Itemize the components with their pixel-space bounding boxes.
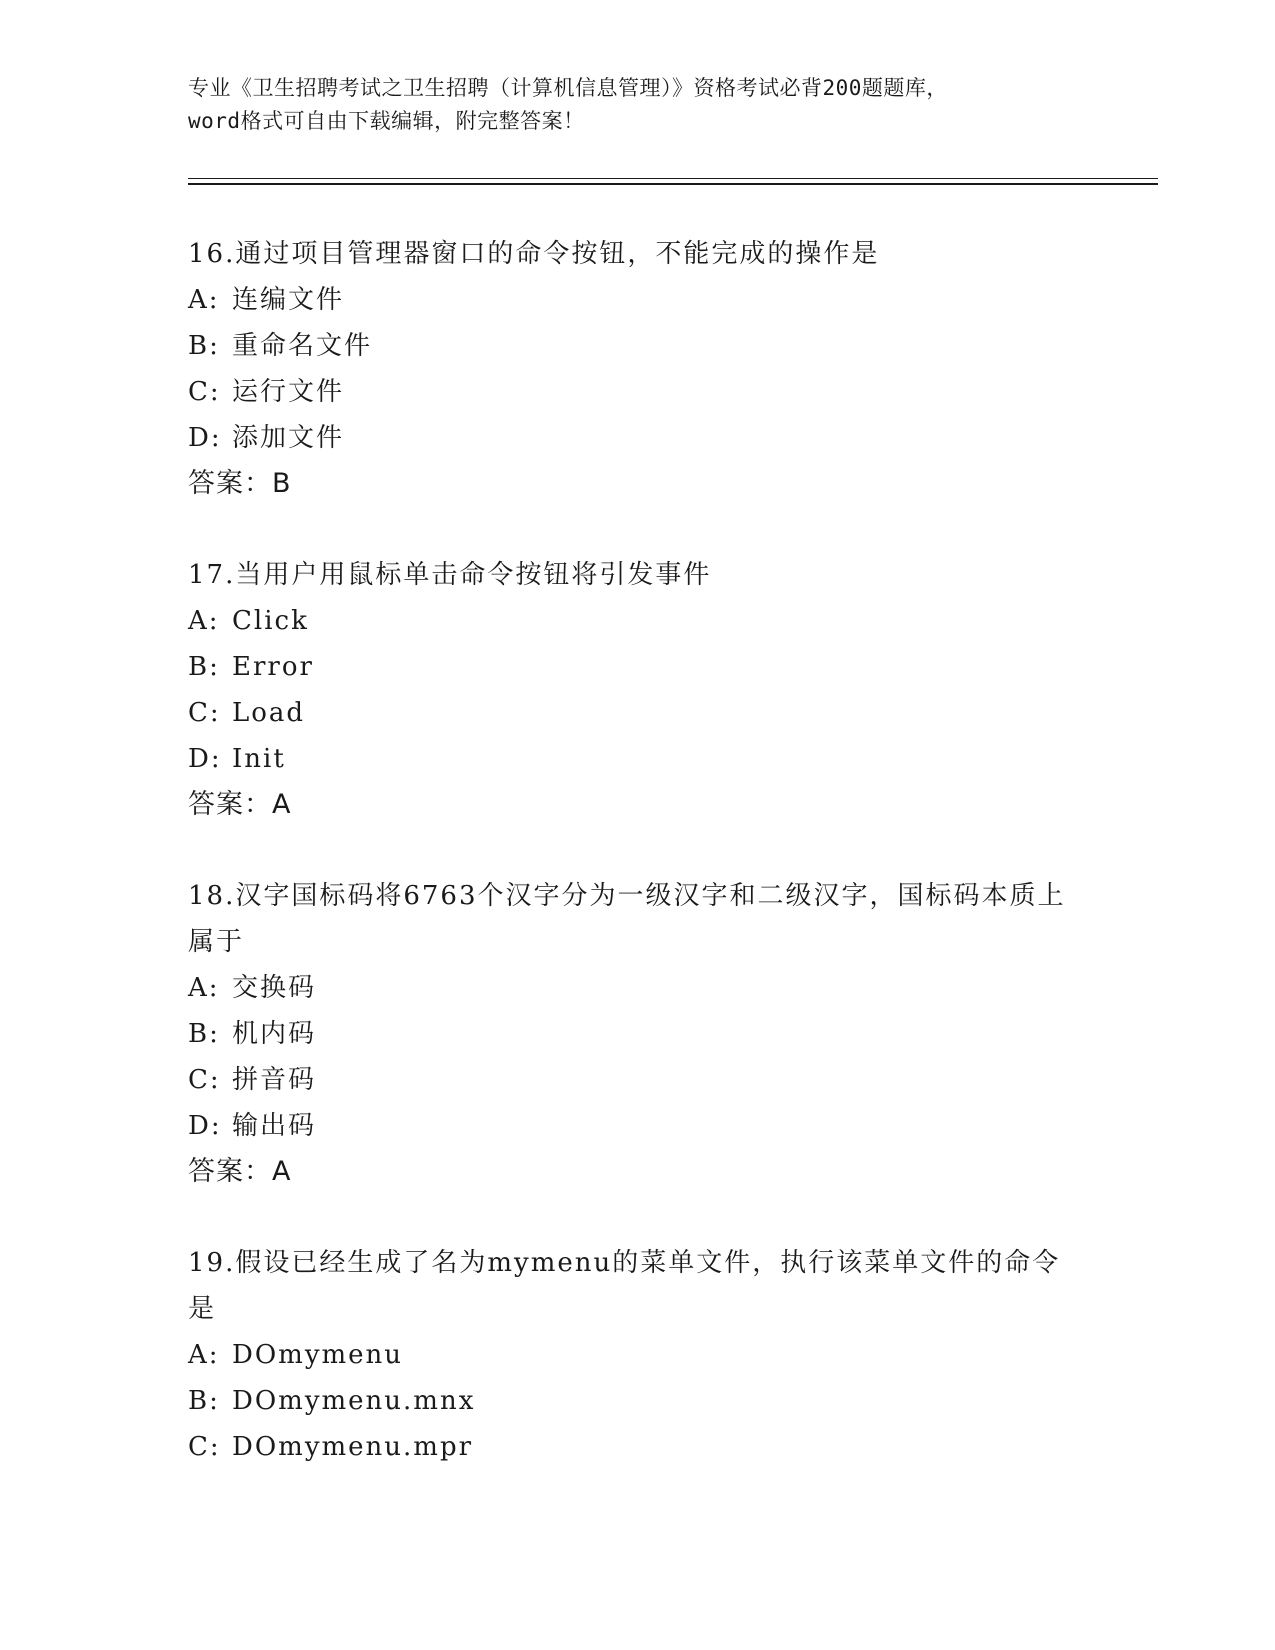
answer-line: 答案：A — [188, 789, 292, 820]
option-text: 连编文件 — [232, 285, 345, 315]
answer-line: 答案：B — [188, 468, 292, 499]
option-c — [188, 1057, 1158, 1103]
option-key: D: — [188, 423, 222, 453]
option-key: B: — [188, 331, 220, 361]
header-line-1: 专业《卫生招聘考试之卫生招聘（计算机信息管理）》资格考试必背200题题库， — [188, 76, 948, 100]
question-stem: 19.假设已经生成了名为mymenu的菜单文件，执行该菜单文件的命令是 — [188, 1248, 1061, 1324]
question-stem: 17.当用户用鼠标单击命令按钮将引发事件 — [188, 560, 712, 590]
question-stem: 18.汉字国标码将6763个汉字分为一级汉字和二级汉字，国标码本质上属于 — [188, 881, 1066, 957]
option-text: 重命名文件 — [232, 331, 373, 361]
option-d — [188, 1103, 1158, 1149]
option-key: A: — [188, 973, 220, 1003]
option-key: A: — [188, 606, 220, 636]
option-key: B: — [188, 1019, 220, 1049]
option-key: D: — [188, 1111, 222, 1141]
option-c — [188, 369, 1158, 415]
answer-line: 答案：A — [188, 1156, 292, 1187]
question-19 — [188, 1240, 1158, 1470]
option-text: 交换码 — [232, 973, 317, 1003]
option-text: Init — [232, 744, 286, 774]
option-key: B: — [188, 1386, 220, 1416]
option-text: Load — [232, 698, 306, 728]
question-list — [188, 231, 1158, 1515]
option-c — [188, 690, 1158, 736]
option-text: Error — [232, 652, 314, 682]
option-a — [188, 277, 1158, 323]
option-a — [188, 598, 1158, 644]
option-text: DOmymenu — [232, 1340, 404, 1370]
option-text: DOmymenu.mnx — [232, 1386, 476, 1416]
option-d — [188, 415, 1158, 461]
document-header — [188, 72, 1088, 138]
question-17 — [188, 552, 1158, 828]
option-text: 添加文件 — [232, 423, 345, 453]
header-line-2: word格式可自由下载编辑，附完整答案！ — [188, 109, 585, 133]
option-b — [188, 644, 1158, 690]
header-divider-top — [188, 178, 1158, 179]
option-key: C: — [188, 698, 221, 728]
header-divider-bottom — [188, 183, 1158, 185]
option-d — [188, 736, 1158, 782]
option-b — [188, 1011, 1158, 1057]
question-stem: 16.通过项目管理器窗口的命令按钮，不能完成的操作是 — [188, 239, 880, 269]
option-key: A: — [188, 1340, 220, 1370]
option-b — [188, 323, 1158, 369]
option-b — [188, 1378, 1158, 1424]
option-key: D: — [188, 744, 222, 774]
option-c — [188, 1424, 1158, 1470]
option-key: C: — [188, 1432, 221, 1462]
option-a — [188, 965, 1158, 1011]
question-16 — [188, 231, 1158, 507]
option-key: C: — [188, 377, 221, 407]
option-key: A: — [188, 285, 220, 315]
question-18 — [188, 873, 1158, 1195]
option-key: B: — [188, 652, 220, 682]
option-text: 输出码 — [232, 1111, 317, 1141]
option-text: 运行文件 — [232, 377, 345, 407]
option-text: 机内码 — [232, 1019, 317, 1049]
option-text: 拼音码 — [232, 1065, 317, 1095]
option-text: Click — [232, 606, 309, 636]
option-text: DOmymenu.mpr — [232, 1432, 474, 1462]
option-a — [188, 1332, 1158, 1378]
option-key: C: — [188, 1065, 221, 1095]
